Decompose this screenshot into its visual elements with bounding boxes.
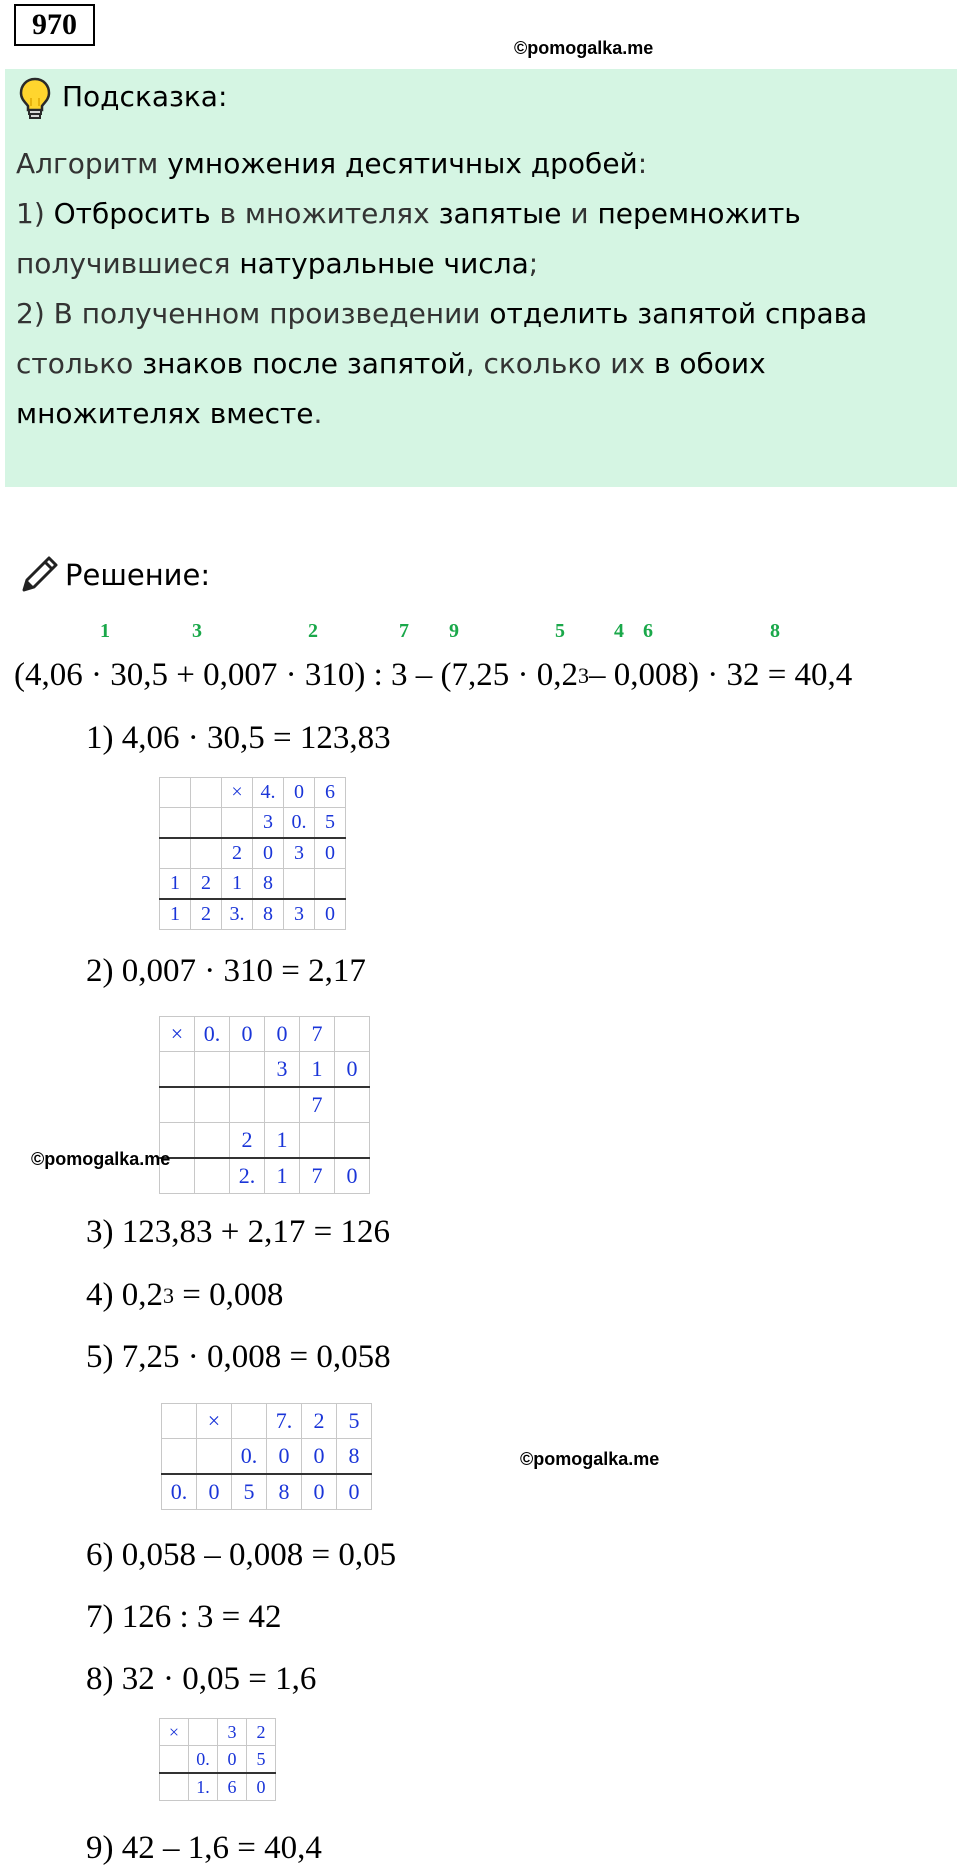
grid-cell: 0 xyxy=(253,838,284,869)
grid-cell xyxy=(300,1123,335,1159)
grid-cell xyxy=(335,1087,370,1123)
grid-row xyxy=(162,1404,372,1439)
grid-cell xyxy=(191,838,222,869)
grid-cell: 1 xyxy=(265,1123,300,1159)
grid-row xyxy=(160,1087,370,1123)
grid-cell: 0. xyxy=(189,1746,218,1774)
grid-cell: 3 xyxy=(218,1719,247,1746)
grid-cell: 0 xyxy=(267,1439,302,1475)
grid-cell xyxy=(191,808,222,839)
hint-emphasis: перемножить xyxy=(597,197,801,230)
grid-cell: 2 xyxy=(191,869,222,900)
expression-part-a: (4,06 · 30,5 + 0,007 · 310) : 3 – (7,25 · 0,2 xyxy=(14,657,578,693)
grid-cell: 2 xyxy=(302,1404,337,1439)
grid-cell xyxy=(195,1087,230,1123)
step-2: 2) 0,007 · 310 = 2,17 xyxy=(86,953,366,989)
step-1: 1) 4,06 · 30,5 = 123,83 xyxy=(86,720,391,756)
step-8: 8) 32 · 0,05 = 1,6 xyxy=(86,1661,317,1697)
hint-emphasis: отделить запятой справа xyxy=(489,297,868,330)
order-mark: 4 xyxy=(614,620,624,642)
hint-emphasis: Отбросить xyxy=(53,197,211,230)
grid-cell: × xyxy=(160,1017,195,1052)
grid-cell xyxy=(232,1404,267,1439)
grid-row xyxy=(162,1439,372,1475)
grid-cell xyxy=(162,1439,197,1475)
grid-cell: 2 xyxy=(191,899,222,930)
hint-line-6 xyxy=(16,394,322,434)
grid-cell: 5 xyxy=(315,808,346,839)
grid-cell: 0 xyxy=(302,1474,337,1510)
grid-cell: 2 xyxy=(230,1123,265,1159)
grid-cell xyxy=(197,1439,232,1475)
grid-cell: 1. xyxy=(189,1773,218,1801)
hint-emphasis: умножения десятичных дробей xyxy=(167,147,638,180)
grid-cell xyxy=(191,778,222,808)
grid-cell xyxy=(195,1158,230,1194)
hint-emphasis: знаков после запятой xyxy=(142,347,466,380)
grid-cell: 2 xyxy=(222,838,253,869)
grid-cell: × xyxy=(197,1404,232,1439)
grid-cell: 0 xyxy=(218,1746,247,1774)
hint-emphasis: натуральные числа xyxy=(239,247,529,280)
hint-text-segment: 2) В полученном произведении xyxy=(16,297,490,330)
grid-row xyxy=(160,869,346,900)
hint-text-segment: получившиеся xyxy=(16,247,240,280)
step-4-result: = 0,008 xyxy=(174,1277,284,1313)
hint-title: Подсказка: xyxy=(62,80,228,113)
grid-cell xyxy=(335,1017,370,1052)
grid-cell: 8 xyxy=(267,1474,302,1510)
grid-cell xyxy=(195,1123,230,1159)
grid-row xyxy=(160,1017,370,1052)
grid-cell: 3 xyxy=(253,808,284,839)
task-number: 970 xyxy=(14,4,95,46)
order-mark: 2 xyxy=(308,620,318,642)
watermark: ©pomogalka.me xyxy=(520,1449,660,1469)
watermark: ©pomogalka.me xyxy=(31,1149,171,1169)
grid-cell xyxy=(222,808,253,839)
grid-cell xyxy=(284,869,315,900)
expression-exponent: 3 xyxy=(577,663,589,688)
grid-cell: 3 xyxy=(265,1052,300,1088)
grid-row xyxy=(160,1052,370,1088)
grid-cell: 0 xyxy=(247,1773,276,1801)
grid-cell xyxy=(315,869,346,900)
grid-cell: 3. xyxy=(222,899,253,930)
grid-cell: 6 xyxy=(315,778,346,808)
grid-cell: 0. xyxy=(284,808,315,839)
grid-cell: 0. xyxy=(195,1017,230,1052)
grid-row xyxy=(160,899,346,930)
column-multiplication-4 xyxy=(159,1718,276,1801)
order-mark: 3 xyxy=(192,620,202,642)
grid-cell xyxy=(160,1773,189,1801)
step-3: 3) 123,83 + 2,17 = 126 xyxy=(86,1214,390,1250)
grid-cell: 0 xyxy=(337,1474,372,1510)
grid-cell: 1 xyxy=(222,869,253,900)
step-4-base: 4) 0,2 xyxy=(86,1277,163,1313)
grid-cell: 2 xyxy=(247,1719,276,1746)
grid-cell: 4. xyxy=(253,778,284,808)
grid-cell: 8 xyxy=(253,869,284,900)
hint-line-4 xyxy=(16,294,867,334)
hint-emphasis: в обоих xyxy=(653,347,766,380)
grid-cell: 2. xyxy=(230,1158,265,1194)
grid-cell: 3 xyxy=(284,838,315,869)
grid-row xyxy=(160,1719,276,1746)
grid-cell: 0 xyxy=(302,1439,337,1475)
hint-text-segment: в множителях xyxy=(210,197,439,230)
grid-cell: 5 xyxy=(232,1474,267,1510)
hint-text-segment: ; xyxy=(528,247,539,280)
grid-cell xyxy=(162,1404,197,1439)
grid-cell xyxy=(160,1087,195,1123)
grid-cell: 1 xyxy=(160,899,191,930)
grid-cell: 0 xyxy=(315,899,346,930)
grid-cell xyxy=(160,1052,195,1088)
grid-cell xyxy=(230,1052,265,1088)
step-5: 5) 7,25 · 0,008 = 0,058 xyxy=(86,1339,391,1375)
grid-cell: 0 xyxy=(230,1017,265,1052)
watermark: ©pomogalka.me xyxy=(514,38,654,58)
hint-line-1 xyxy=(16,144,647,184)
grid-cell: 7 xyxy=(300,1017,335,1052)
grid-cell: 0 xyxy=(197,1474,232,1510)
solution-title: Решение: xyxy=(65,558,211,592)
grid-cell: × xyxy=(222,778,253,808)
grid-cell: 0 xyxy=(335,1158,370,1194)
grid-cell: 0 xyxy=(284,778,315,808)
hint-line-5 xyxy=(16,344,766,384)
main-expression xyxy=(14,655,852,695)
grid-row xyxy=(160,838,346,869)
hint-text-segment: . xyxy=(313,397,323,430)
column-multiplication-3 xyxy=(161,1403,372,1510)
grid-cell xyxy=(230,1087,265,1123)
hint-text-segment: Алгоритм xyxy=(16,147,168,180)
grid-cell: 1 xyxy=(265,1158,300,1194)
grid-cell: 3 xyxy=(284,899,315,930)
grid-cell: 7 xyxy=(300,1087,335,1123)
grid-cell xyxy=(189,1719,218,1746)
step-6: 6) 0,058 – 0,008 = 0,05 xyxy=(86,1537,397,1573)
hint-text-segment: и xyxy=(561,197,598,230)
grid-row xyxy=(160,778,346,808)
hint-text-segment: : xyxy=(637,147,648,180)
grid-cell: 1 xyxy=(300,1052,335,1088)
lightbulb-icon xyxy=(18,76,52,120)
order-mark: 7 xyxy=(399,620,409,642)
hint-text-segment: 1) xyxy=(16,197,54,230)
hint-text-segment: , сколько их xyxy=(465,347,654,380)
step-4 xyxy=(86,1275,283,1315)
order-mark: 6 xyxy=(643,620,653,642)
order-mark: 9 xyxy=(449,620,459,642)
grid-cell: 0 xyxy=(335,1052,370,1088)
grid-cell: 7. xyxy=(267,1404,302,1439)
hint-line-3 xyxy=(16,244,538,284)
grid-cell xyxy=(160,808,191,839)
grid-row xyxy=(160,1123,370,1159)
hint-text-segment: столько xyxy=(16,347,143,380)
hint-line-2 xyxy=(16,194,801,234)
grid-cell: 8 xyxy=(253,899,284,930)
step-4-exponent: 3 xyxy=(163,1283,174,1308)
pencil-icon xyxy=(18,552,60,596)
hint-emphasis: запятые xyxy=(438,197,562,230)
hint-emphasis: множителях вместе xyxy=(16,397,314,430)
order-mark: 1 xyxy=(100,620,110,642)
grid-cell: 0. xyxy=(232,1439,267,1475)
grid-cell: 1 xyxy=(160,869,191,900)
column-multiplication-1 xyxy=(159,777,346,930)
grid-cell: 5 xyxy=(247,1746,276,1774)
grid-cell: 6 xyxy=(218,1773,247,1801)
order-mark: 5 xyxy=(555,620,565,642)
grid-cell: 0 xyxy=(265,1017,300,1052)
grid-cell xyxy=(160,1746,189,1774)
grid-cell xyxy=(265,1087,300,1123)
step-9: 9) 42 – 1,6 = 40,4 xyxy=(86,1830,322,1866)
grid-cell: 0 xyxy=(315,838,346,869)
order-mark: 8 xyxy=(770,620,780,642)
grid-cell xyxy=(335,1123,370,1159)
expression-part-b: – 0,008) · 32 = 40,4 xyxy=(588,657,853,693)
grid-cell: 7 xyxy=(300,1158,335,1194)
grid-cell xyxy=(160,838,191,869)
grid-row xyxy=(160,808,346,839)
grid-row xyxy=(162,1474,372,1510)
grid-row xyxy=(160,1746,276,1774)
grid-cell: 8 xyxy=(337,1439,372,1475)
grid-cell: 5 xyxy=(337,1404,372,1439)
grid-row xyxy=(160,1773,276,1801)
grid-row xyxy=(160,1158,370,1194)
step-7: 7) 126 : 3 = 42 xyxy=(86,1599,282,1635)
grid-cell: 0. xyxy=(162,1474,197,1510)
column-multiplication-2 xyxy=(159,1016,370,1194)
grid-cell xyxy=(195,1052,230,1088)
grid-cell xyxy=(160,778,191,808)
grid-cell: × xyxy=(160,1719,189,1746)
